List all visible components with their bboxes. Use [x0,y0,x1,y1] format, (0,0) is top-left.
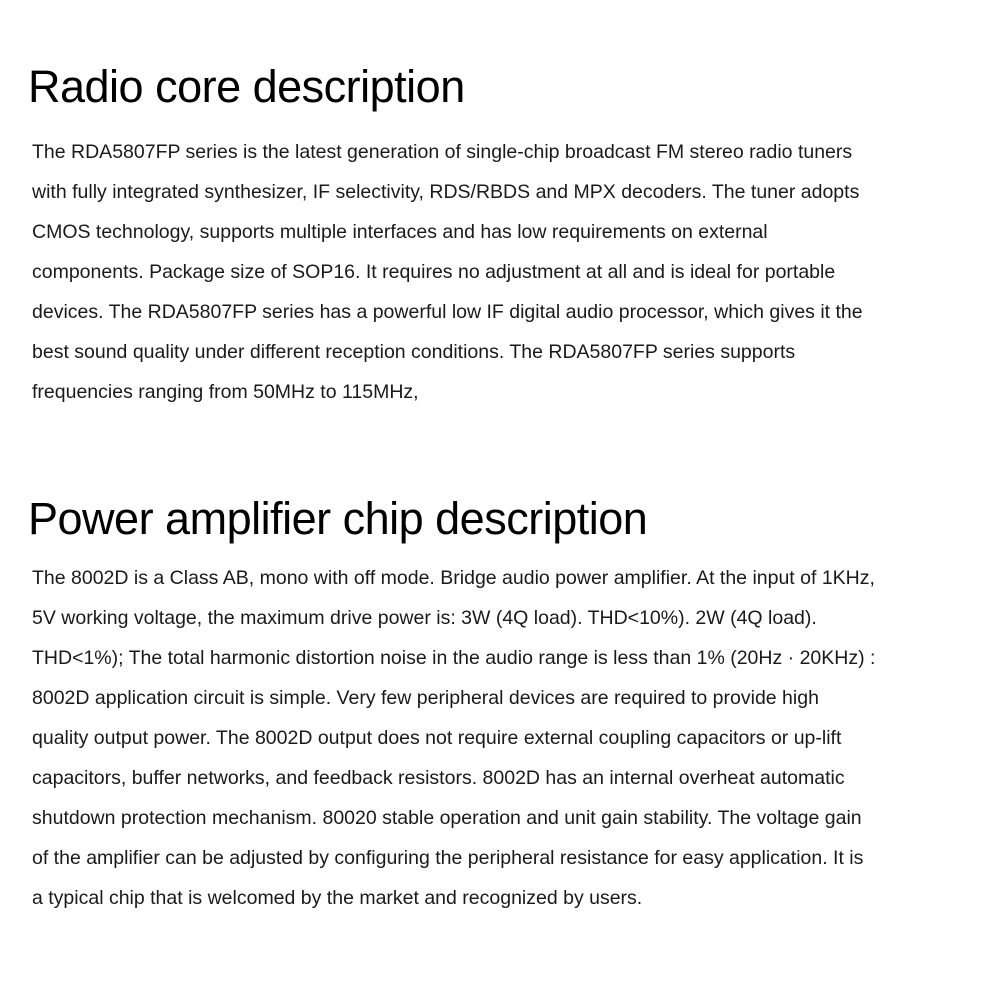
power-amplifier-paragraph [0,558,977,918]
paragraph-line: with fully integrated synthesizer, IF selectivity, RDS/RBDS and MPX decoders. The tuner adopts [32,181,860,203]
paragraph-line: a typical chip that is welcomed by the market and recognized by users. [32,887,643,909]
radio-core-section [0,58,1000,412]
paragraph-line: of the amplifier can be adjusted by configuring the peripheral resistance for easy application. It is [32,847,864,869]
power-amplifier-section [0,490,1000,918]
paragraph-line: capacitors, buffer networks, and feedback resistors. 8002D has an internal overheat automatic [32,767,845,789]
paragraph-line: frequencies ranging from 50MHz to 115MHz, [32,381,419,403]
paragraph-line: CMOS technology, supports multiple interfaces and has low requirements on external [32,221,768,243]
paragraph-line: The 8002D is a Class AB, mono with off mode. Bridge audio power amplifier. At the input of 1KHz, [32,567,875,589]
radio-core-heading: Radio core description [28,61,465,112]
paragraph-line: 5V working voltage, the maximum drive power is: 3W (4Q load). THD<10%). 2W (4Q load). [32,607,817,629]
paragraph-line: devices. The RDA5807FP series has a powerful low IF digital audio processor, which gives it the [32,301,863,323]
paragraph-line: The RDA5807FP series is the latest generation of single-chip broadcast FM stereo radio tuners [32,141,853,163]
radio-core-paragraph [0,132,982,412]
paragraph-line: shutdown protection mechanism. 80020 stable operation and unit gain stability. The voltage gain [32,807,862,829]
paragraph-line: best sound quality under different reception conditions. The RDA5807FP series supports [32,341,796,363]
power-amplifier-heading: Power amplifier chip description [28,493,648,544]
paragraph-line: quality output power. The 8002D output does not require external coupling capacitors or up-lift [32,727,842,749]
paragraph-line: 8002D application circuit is simple. Very few peripheral devices are required to provide high [32,687,819,709]
paragraph-line: THD<1%); The total harmonic distortion noise in the audio range is less than 1% (20Hz · 20KHz) : [32,647,876,669]
paragraph-line: components. Package size of SOP16. It requires no adjustment at all and is ideal for portable [32,261,836,283]
